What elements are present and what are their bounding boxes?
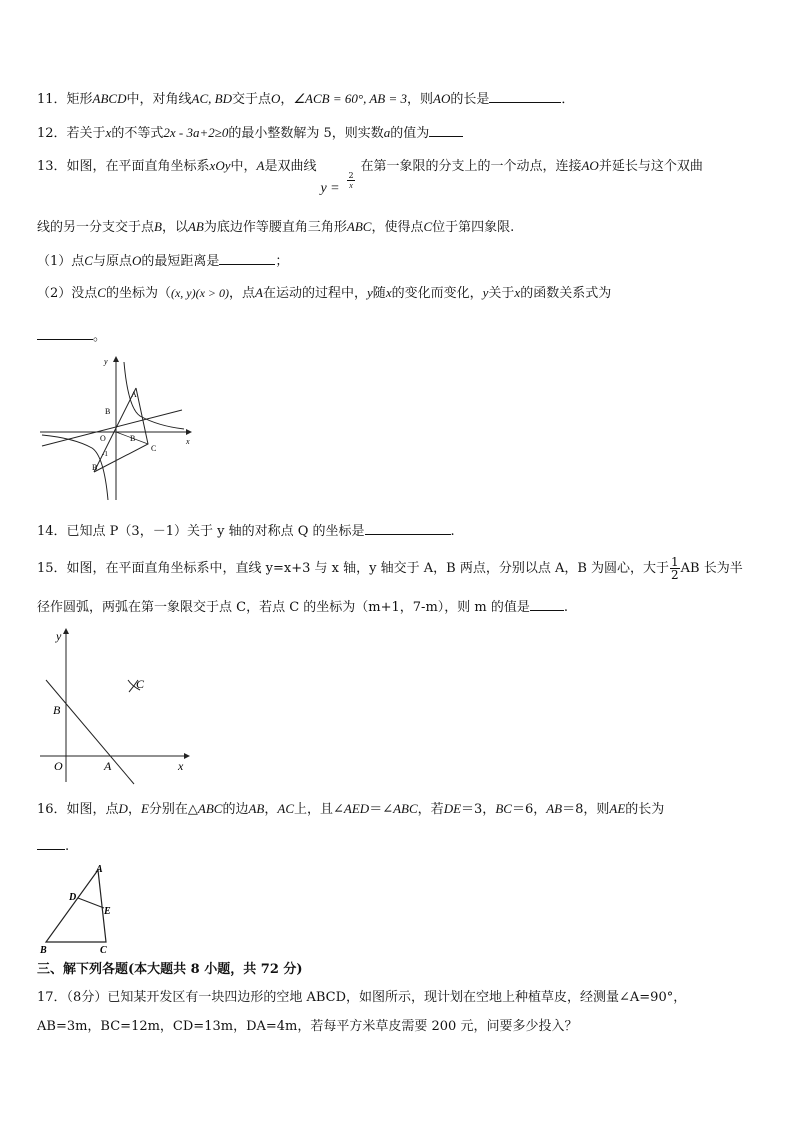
label-minus-one: -1 <box>102 450 108 458</box>
formula-num: 2 <box>348 171 354 180</box>
q12-text: 的不等式 <box>111 126 164 141</box>
question-17-line1: 17．（8分）已知某开发区有一块四边形的空地 ABCD，如图所示，现计划在空地上种植草皮，经测量∠A=90°， <box>37 990 687 1005</box>
q13-text: 随 <box>372 286 386 301</box>
q11-point-o: O <box>270 91 281 106</box>
y-axis-arrow <box>63 628 69 634</box>
q13-text: 在运动的过程中， <box>263 286 368 301</box>
q13-xoy: xOy <box>209 158 231 173</box>
section-3-heading: 三、解下列各题(本大题共 8 小题，共 72 分) <box>37 962 303 977</box>
q13-text: 中， <box>230 159 257 174</box>
q12-text: 的最小整数解为 5，则实数 <box>228 126 384 141</box>
q11-text: 交于点 <box>231 92 271 107</box>
figure-13-hyperbola <box>36 350 196 506</box>
q16-abc: ABC <box>197 801 223 816</box>
label-b: B <box>53 703 61 717</box>
q16-text: ＝6， <box>511 802 547 817</box>
fraction-den: 2 <box>671 568 679 582</box>
q13-text: 的最短距离是 <box>141 254 220 269</box>
q13-text: 线的另一分支交于点 <box>37 220 155 235</box>
q13-text: ，使得点 <box>371 220 424 235</box>
q13-c: C <box>84 253 93 268</box>
label-b-axis: B <box>105 407 111 416</box>
q13-text: 与原点 <box>92 254 132 269</box>
line-ao <box>94 388 136 472</box>
q12-a: a <box>383 125 391 140</box>
q16-text: ，若 <box>417 802 444 817</box>
q13-text: 13．如图，在平面直角坐标系 <box>37 159 210 174</box>
label-e: E <box>104 906 111 917</box>
q16-text: ＝∠ <box>369 802 394 817</box>
q13-text: ，点 <box>229 286 256 301</box>
q12-inequality: 2x - 3a+2≥0 <box>163 125 229 140</box>
hyperbola-branch-2 <box>42 435 108 500</box>
x-axis-label: x <box>178 759 184 773</box>
q15-text: 径作圆弧，两弧在第一象限交于点 C，若点 C 的坐标为（m+1，7-m），则 m 的值是 <box>37 600 530 615</box>
q16-e: E <box>140 801 149 816</box>
q11-diagonals: AC, BD <box>191 91 232 106</box>
answer-blank[interactable] <box>37 836 65 850</box>
answer-blank[interactable] <box>37 326 93 340</box>
q11-text: ，则 <box>407 92 434 107</box>
question-16-answer <box>37 836 69 856</box>
answer-blank[interactable] <box>365 521 451 535</box>
question-15-line2 <box>37 597 568 617</box>
q16-ab: AB <box>248 801 265 816</box>
label-b-lower: B <box>92 463 98 472</box>
q13-ab: AB <box>187 219 204 234</box>
answer-blank[interactable] <box>489 89 561 103</box>
y-axis-label: y <box>56 629 62 643</box>
fraction-num: 1 <box>671 555 679 569</box>
q12-x: x <box>105 125 112 140</box>
q16-d: D <box>118 801 128 816</box>
q13-c: C <box>97 285 106 300</box>
y-axis-arrow <box>113 356 119 362</box>
line-through-origin <box>42 410 182 446</box>
q13-text: ； <box>275 254 289 269</box>
q16-abc: ABC <box>393 801 418 816</box>
label-a: A <box>131 390 137 399</box>
x-axis-label: x <box>186 437 190 446</box>
q11-text: ， <box>280 92 294 107</box>
q11-text: 中，对角线 <box>126 92 192 107</box>
q13-text: （2）没点 <box>37 286 98 301</box>
q11-ao: AO <box>433 91 451 106</box>
q11-rect: ABCD <box>92 91 127 106</box>
y-axis-label: y <box>104 357 108 366</box>
figure-15-line-graph <box>36 624 200 788</box>
question-17-line2: AB=3m，BC=12m，CD=13m，DA=4m，若每平方米草皮需要 200 元，问要多少投入？ <box>37 1019 578 1034</box>
q14-end: . <box>450 524 455 539</box>
formula-y: y = <box>320 181 340 196</box>
q16-ac: AC <box>277 801 295 816</box>
q13-abc: ABC <box>346 219 372 234</box>
q16-text: ， <box>264 802 278 817</box>
q13-x: x <box>385 285 392 300</box>
question-16 <box>37 800 664 819</box>
question-15-line1 <box>37 556 743 581</box>
x-axis-arrow <box>186 429 192 435</box>
q11-text: 的长是 <box>450 92 490 107</box>
q16-ab: AB <box>546 801 563 816</box>
question-13-part2 <box>37 284 611 303</box>
q13-x: x <box>514 285 521 300</box>
q13-text: （1）点 <box>37 254 85 269</box>
q16-ae: AE <box>609 801 626 816</box>
q13-y: y <box>482 285 489 300</box>
label-a: A <box>96 864 103 875</box>
q12-text: 的值为 <box>390 126 430 141</box>
label-b: B <box>40 945 47 956</box>
question-13-part1 <box>37 251 288 271</box>
answer-blank[interactable] <box>219 251 275 265</box>
q13-text: 是双曲线 <box>264 159 317 174</box>
label-o: O <box>100 434 106 443</box>
question-14 <box>37 521 455 541</box>
question-11 <box>37 89 574 109</box>
q13-text: 。 <box>93 329 107 344</box>
q16-text: ＝3， <box>461 802 496 817</box>
q13-text: 位于第四象限. <box>432 220 515 235</box>
label-o: O <box>54 759 63 773</box>
q15-text: 15．如图，在平面直角坐标系中，直线 y=x+3 与 x 轴，y 轴交于 A，B 两点，分别以点 A，B 为圆心，大于 <box>37 561 670 576</box>
q16-bc: BC <box>495 801 512 816</box>
triangle-abc <box>46 870 106 942</box>
q13-text: 的函数关系式为 <box>520 286 612 301</box>
q16-de: DE <box>443 801 462 816</box>
q13-a: A <box>256 158 265 173</box>
q15-fraction <box>670 556 680 581</box>
q13-text: 的变化而变化， <box>391 286 483 301</box>
q13-text: 并延长与这个双曲 <box>598 159 703 174</box>
q16-aed: AED <box>343 801 370 816</box>
question-12 <box>37 123 463 143</box>
question-13-line2 <box>37 218 514 237</box>
triangle-abc <box>94 388 148 472</box>
answer-blank[interactable] <box>530 597 564 611</box>
q13-text: 在第一象限的分支上的一个动点，连接 <box>360 159 582 174</box>
q14-text: 14．已知点 P（3，－1）关于 y 轴的对称点 Q 的坐标是 <box>37 524 365 539</box>
q13-text: 的坐标为（ <box>105 286 171 301</box>
q13-b: B <box>154 219 162 234</box>
figure-16-triangle <box>36 862 126 956</box>
q16-end: . <box>65 839 70 854</box>
q13-text: 关于 <box>488 286 515 301</box>
q16-text: 16．如图，点 <box>37 802 119 817</box>
q13-text: ，以 <box>161 220 188 235</box>
q11-text: 11．矩形 <box>37 92 93 107</box>
q11-end: ． <box>561 92 575 107</box>
q16-text: ＝8，则 <box>562 802 610 817</box>
label-c: C <box>100 945 107 956</box>
label-b-mid: B <box>130 434 136 443</box>
q15-end: . <box>563 600 569 615</box>
label-d: D <box>69 892 77 903</box>
q13-o: O <box>131 253 142 268</box>
q16-text: 的长为 <box>625 802 665 817</box>
q13-ao: AO <box>581 158 599 173</box>
q13-text: 为底边作等腰直角三角形 <box>203 220 347 235</box>
label-c: C <box>136 677 145 691</box>
formula-fraction <box>347 171 354 190</box>
segment-de <box>78 898 104 908</box>
q16-text: 的边 <box>222 802 249 817</box>
label-c: C <box>151 444 157 453</box>
q13-a: A <box>255 285 263 300</box>
answer-blank[interactable] <box>429 123 463 137</box>
q16-text: ， <box>127 802 141 817</box>
question-13-line1 <box>37 157 703 196</box>
q13-c: C <box>423 219 433 234</box>
q15-text: AB 长为半 <box>680 561 743 576</box>
q11-condition: ∠ACB = 60°, AB = 3 <box>293 91 407 106</box>
x-axis-arrow <box>184 753 190 759</box>
formula-den: x <box>349 181 353 190</box>
label-a: A <box>104 759 112 773</box>
q16-text: 上，且∠ <box>294 802 344 817</box>
q13-coord: (x, y)(x > 0) <box>170 286 230 300</box>
q13-y: y <box>367 285 373 300</box>
q16-text: 分别在△ <box>148 802 198 817</box>
q12-text: 12．若关于 <box>37 126 106 141</box>
question-13-part2-answer <box>37 326 106 346</box>
